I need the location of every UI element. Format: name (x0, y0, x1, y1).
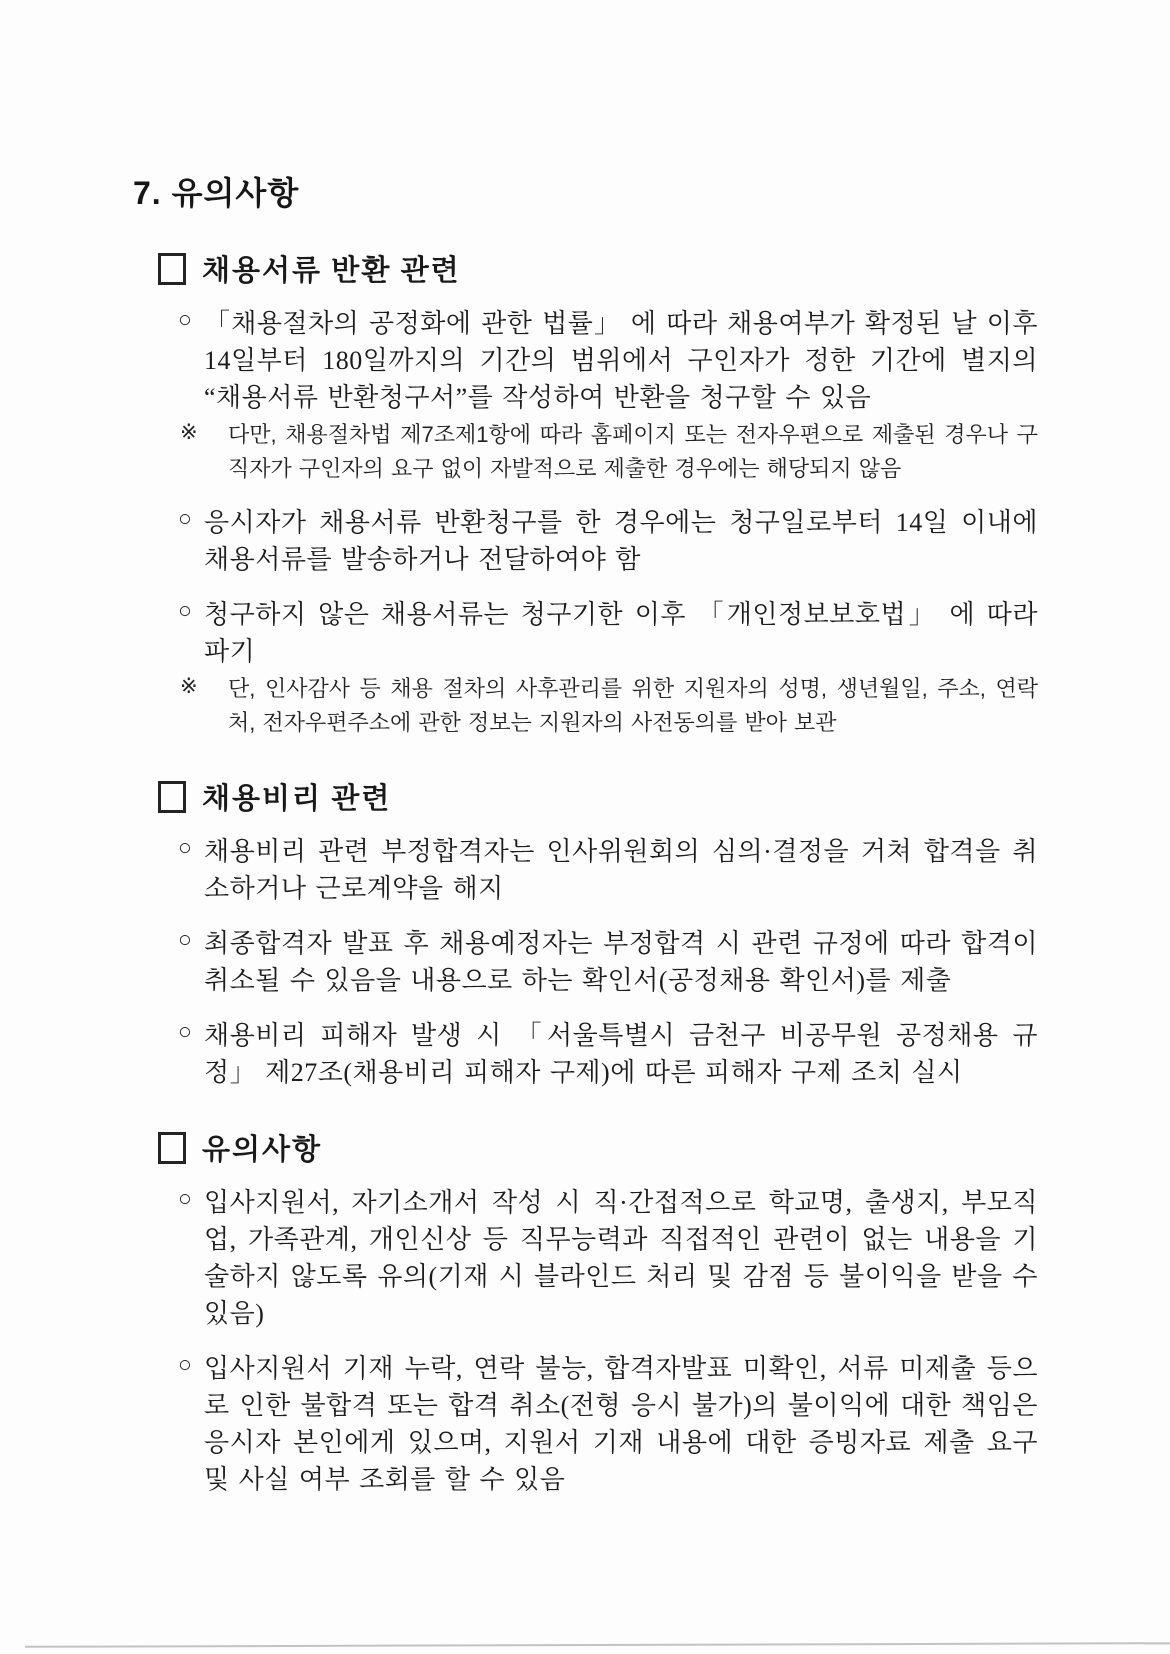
bullet-text: 채용비리 피해자 발생 시 「서울특별시 금천구 비공무원 공정채용 규정」 제27조(채용비리 피해자 구제)에 따른 피해자 구제 조치 실시 (204, 1021, 1038, 1087)
section-heading (158, 776, 1038, 817)
bullet-item (178, 305, 1038, 486)
bullet-item (178, 596, 1038, 740)
section-document-return (133, 248, 1038, 740)
bullet-text: 입사지원서 기재 누락, 연락 불능, 합격자발표 미확인, 서류 미제출 등으로 인한 불합격 또는 합격 취소(전형 응시 불가)의 불이익에 대한 책임은 응시자 본인에게 있으며, 지원서 기재 내용에 대한 증빙자료 제출 요구 및 사실 여부 조회를 할 수 있음 (204, 1354, 1038, 1494)
reference-note (180, 418, 1038, 486)
section-precautions (133, 1127, 1038, 1498)
reference-mark-icon: ※ (180, 675, 198, 698)
square-marker-icon (158, 781, 186, 813)
bullet-item (178, 1017, 1038, 1091)
note-text: 다만, 채용절차법 제7조제1항에 따라 홈페이지 또는 전자우편으로 제출된 경우나 구직자가 구인자의 요구 없이 자발적으로 제출한 경우에는 해당되지 않음 (228, 422, 1038, 481)
section-heading-label: 채용비리 관련 (202, 783, 392, 815)
square-marker-icon (158, 1132, 186, 1164)
reference-mark-icon: ※ (180, 421, 198, 444)
page-title: 7. 유의사항 (133, 175, 300, 211)
circle-bullet-icon: ○ (178, 1186, 192, 1211)
bullet-item (178, 1184, 1038, 1332)
bullet-item (178, 833, 1038, 907)
circle-bullet-icon: ○ (178, 927, 192, 952)
section-heading (158, 248, 1038, 289)
bullet-item (178, 504, 1038, 578)
bullet-item (178, 925, 1038, 999)
bullet-text: 입사지원서, 자기소개서 작성 시 직·간접적으로 학교명, 출생지, 부모직업, 가족관계, 개인신상 등 직무능력과 직접적인 관련이 없는 내용을 기술하지 않도록 유의(기재 시 블라인드 처리 및 감점 등 불이익을 받을 수 있음) (204, 1188, 1038, 1328)
section-heading-label: 유의사항 (202, 1134, 323, 1166)
section-heading (158, 1127, 1038, 1168)
bullet-text: 최종합격자 발표 후 채용예정자는 부정합격 시 관련 규정에 따라 합격이 취소될 수 있음을 내용으로 하는 확인서(공정채용 확인서)를 제출 (204, 929, 1038, 995)
circle-bullet-icon: ○ (178, 598, 192, 623)
note-text: 단, 인사감사 등 채용 절차의 사후관리를 위한 지원자의 성명, 생년월일, 주소, 연락처, 전자우편주소에 관한 정보는 지원자의 사전동의를 받아 보관 (228, 676, 1038, 735)
document-content (133, 168, 1038, 1534)
bullet-text: 청구하지 않은 채용서류는 청구기한 이후 「개인정보보호법」 에 따라 파기 (204, 600, 1038, 666)
bullet-text: 채용비리 관련 부정합격자는 인사위원회의 심의·결정을 거쳐 합격을 취소하거나 근로계약을 해지 (204, 837, 1038, 903)
circle-bullet-icon: ○ (178, 1352, 192, 1377)
circle-bullet-icon: ○ (178, 835, 192, 860)
section-heading-label: 채용서류 반환 관련 (202, 255, 461, 287)
circle-bullet-icon: ○ (178, 1019, 192, 1044)
section-recruitment-corruption (133, 776, 1038, 1091)
circle-bullet-icon: ○ (178, 506, 192, 531)
reference-note (180, 672, 1038, 740)
bullet-item (178, 1350, 1038, 1498)
square-marker-icon (158, 253, 186, 285)
circle-bullet-icon: ○ (178, 307, 192, 332)
bullet-text: 응시자가 채용서류 반환청구를 한 경우에는 청구일로부터 14일 이내에 채용서류를 발송하거나 전달하여야 함 (204, 508, 1038, 574)
bullet-text: 「채용절차의 공정화에 관한 법률」 에 따라 채용여부가 확정된 날 이후 14일부터 180일까지의 기간의 범위에서 구인자가 정한 기간에 별지의 “채용서류 반환청구서”를 작성하여 반환을 청구할 수 있음 (204, 309, 1038, 412)
page-scan-edge-line (25, 1642, 1170, 1648)
